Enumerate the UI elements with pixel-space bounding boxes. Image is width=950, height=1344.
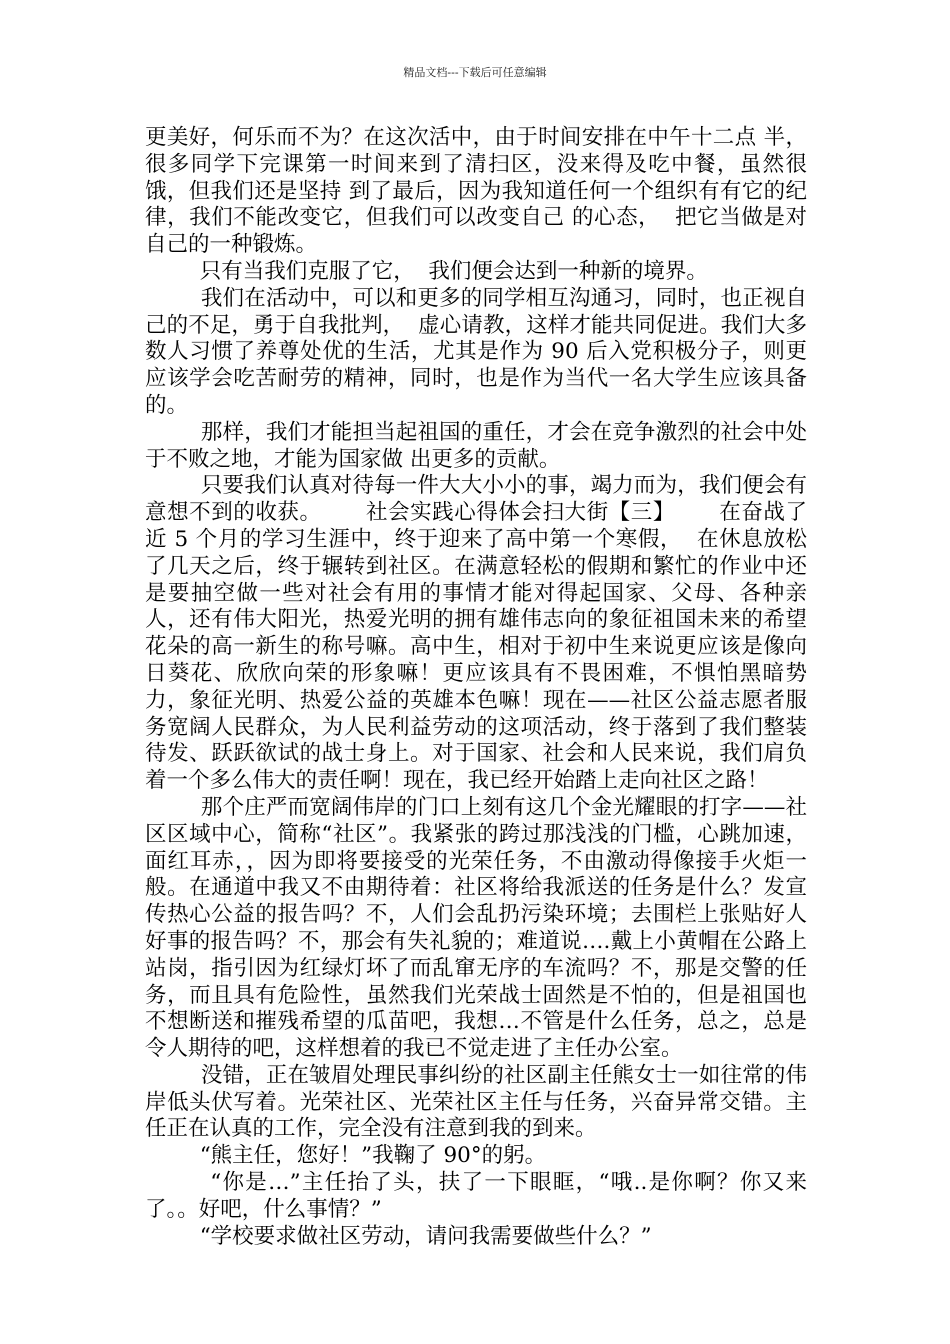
paragraph-9: “你是…”主任抬了头，扶了一下眼眶，“哦..是你啊？你又来了。。好吧，什么事情？” bbox=[145, 1170, 807, 1222]
paragraph-4: 那样，我们才能担当起祖国的重任，才会在竞争激烈的社会中处于不败之地，才能为国家做 出更多的贡献。 bbox=[145, 419, 807, 472]
paragraph-10: “学校要求做社区劳动，请问我需要做些什么？” bbox=[145, 1223, 652, 1249]
page-header: 精品文档---下载后可任意编辑 bbox=[403, 66, 547, 79]
paragraph-8: “熊主任，您好！”我鞠了 90°的躬。 bbox=[145, 1143, 547, 1169]
paragraph-2: 只有当我们克服了它， 我们便会达到一种新的境界。 bbox=[145, 258, 708, 284]
paragraph-6: 那个庄严而宽阔伟岸的门口上刻有这几个金光耀眼的打字——社区区域中心，简称“社区”。我紧张的跨过那浅浅的门槛，心跳加速，面红耳赤，，因为即将要接受的光荣任务，不由激动得像接手火炬一般。在通道中我又不由期待着：社区将给我派送的任务是什么？发宣传热心公益的报告吗？不，人们会乱扔污染环境；去围栏上张贴好人好事的报告吗？不，那会有失礼貌的；难道说….戴上小黄帽在公路上站岗，指引因为红绿灯坏了而乱窜无序的车流吗？不，那是交警的任务，而且具有危险性，虽然我们光荣战士固然是不怕的，但是祖国也不想断送和摧残希望的瓜苗吧，我想…不管是什么任务，总之，总是令人期待的吧，这样想着的我已不觉走进了主任办公室。 bbox=[145, 794, 807, 1062]
paragraph-1: 更美好，何乐而不为？在这次活中，由于时间安排在中午十二点 半，很多同学下完课第一时间来到了清扫区，没来得及吃中餐，虽然很饿，但我们还是坚持 到了最后，因为我知道任何一个组织有有它的纪律，我们不能改变它，但我们可以改变自己 的心态， 把它当做是对自己的一种锻炼。 bbox=[145, 125, 807, 258]
paragraph-3: 我们在活动中，可以和更多的同学相互沟通习，同时，也正视自己的不足，勇于自我批判， 虚心请教，这样才能共同促进。我们大多数人习惯了养尊处优的生活，尤其是作为 90 后入党积极分子，则更应该学会吃苦耐劳的精神，同时，也是作为当代一名大学生应该具备的。 bbox=[145, 285, 807, 418]
paragraph-7: 没错，正在皱眉处理民事纠纷的社区副主任熊女士一如往常的伟岸低头伏写着。光荣社区、光荣社区主任与任务，兴奋异常交错。主任正在认真的工作，完全没有注意到我的到来。 bbox=[145, 1062, 807, 1142]
paragraph-5: 只要我们认真对待每一件大大小小的事，竭力而为，我们便会有意想不到的收获。 社会实践心得体会扫大街【三】 在奋战了近 5 个月的学习生涯中，终于迎来了高中第一个寒假， 在休息放松了几天之后，终于辗转到社区。在满意轻松的假期和繁忙的作业中还是要抽空做一些对社会有用的事情才能对得起国家、父母、各种亲人，还有伟大阳光，热爱光明的拥有雄伟志向的象征祖国未来的希望花朵的高一新生的称号嘛。高中生，相对于初中生来说更应该是像向日葵花、欣欣向荣的形象嘛！更应该具有不畏困难，不惧怕黑暗势力，象征光明、热爱公益的英雄本色嘛！现在——社区公益志愿者服务宽阔人民群众，为人民利益劳动的这项活动，终于落到了我们整装待发、跃跃欲试的战士身上。对于国家、社会和人民来说，我们肩负着一个多么伟大的责任啊！现在，我已经开始踏上走向社区之路！ bbox=[145, 473, 807, 794]
document-body bbox=[145, 125, 807, 1250]
